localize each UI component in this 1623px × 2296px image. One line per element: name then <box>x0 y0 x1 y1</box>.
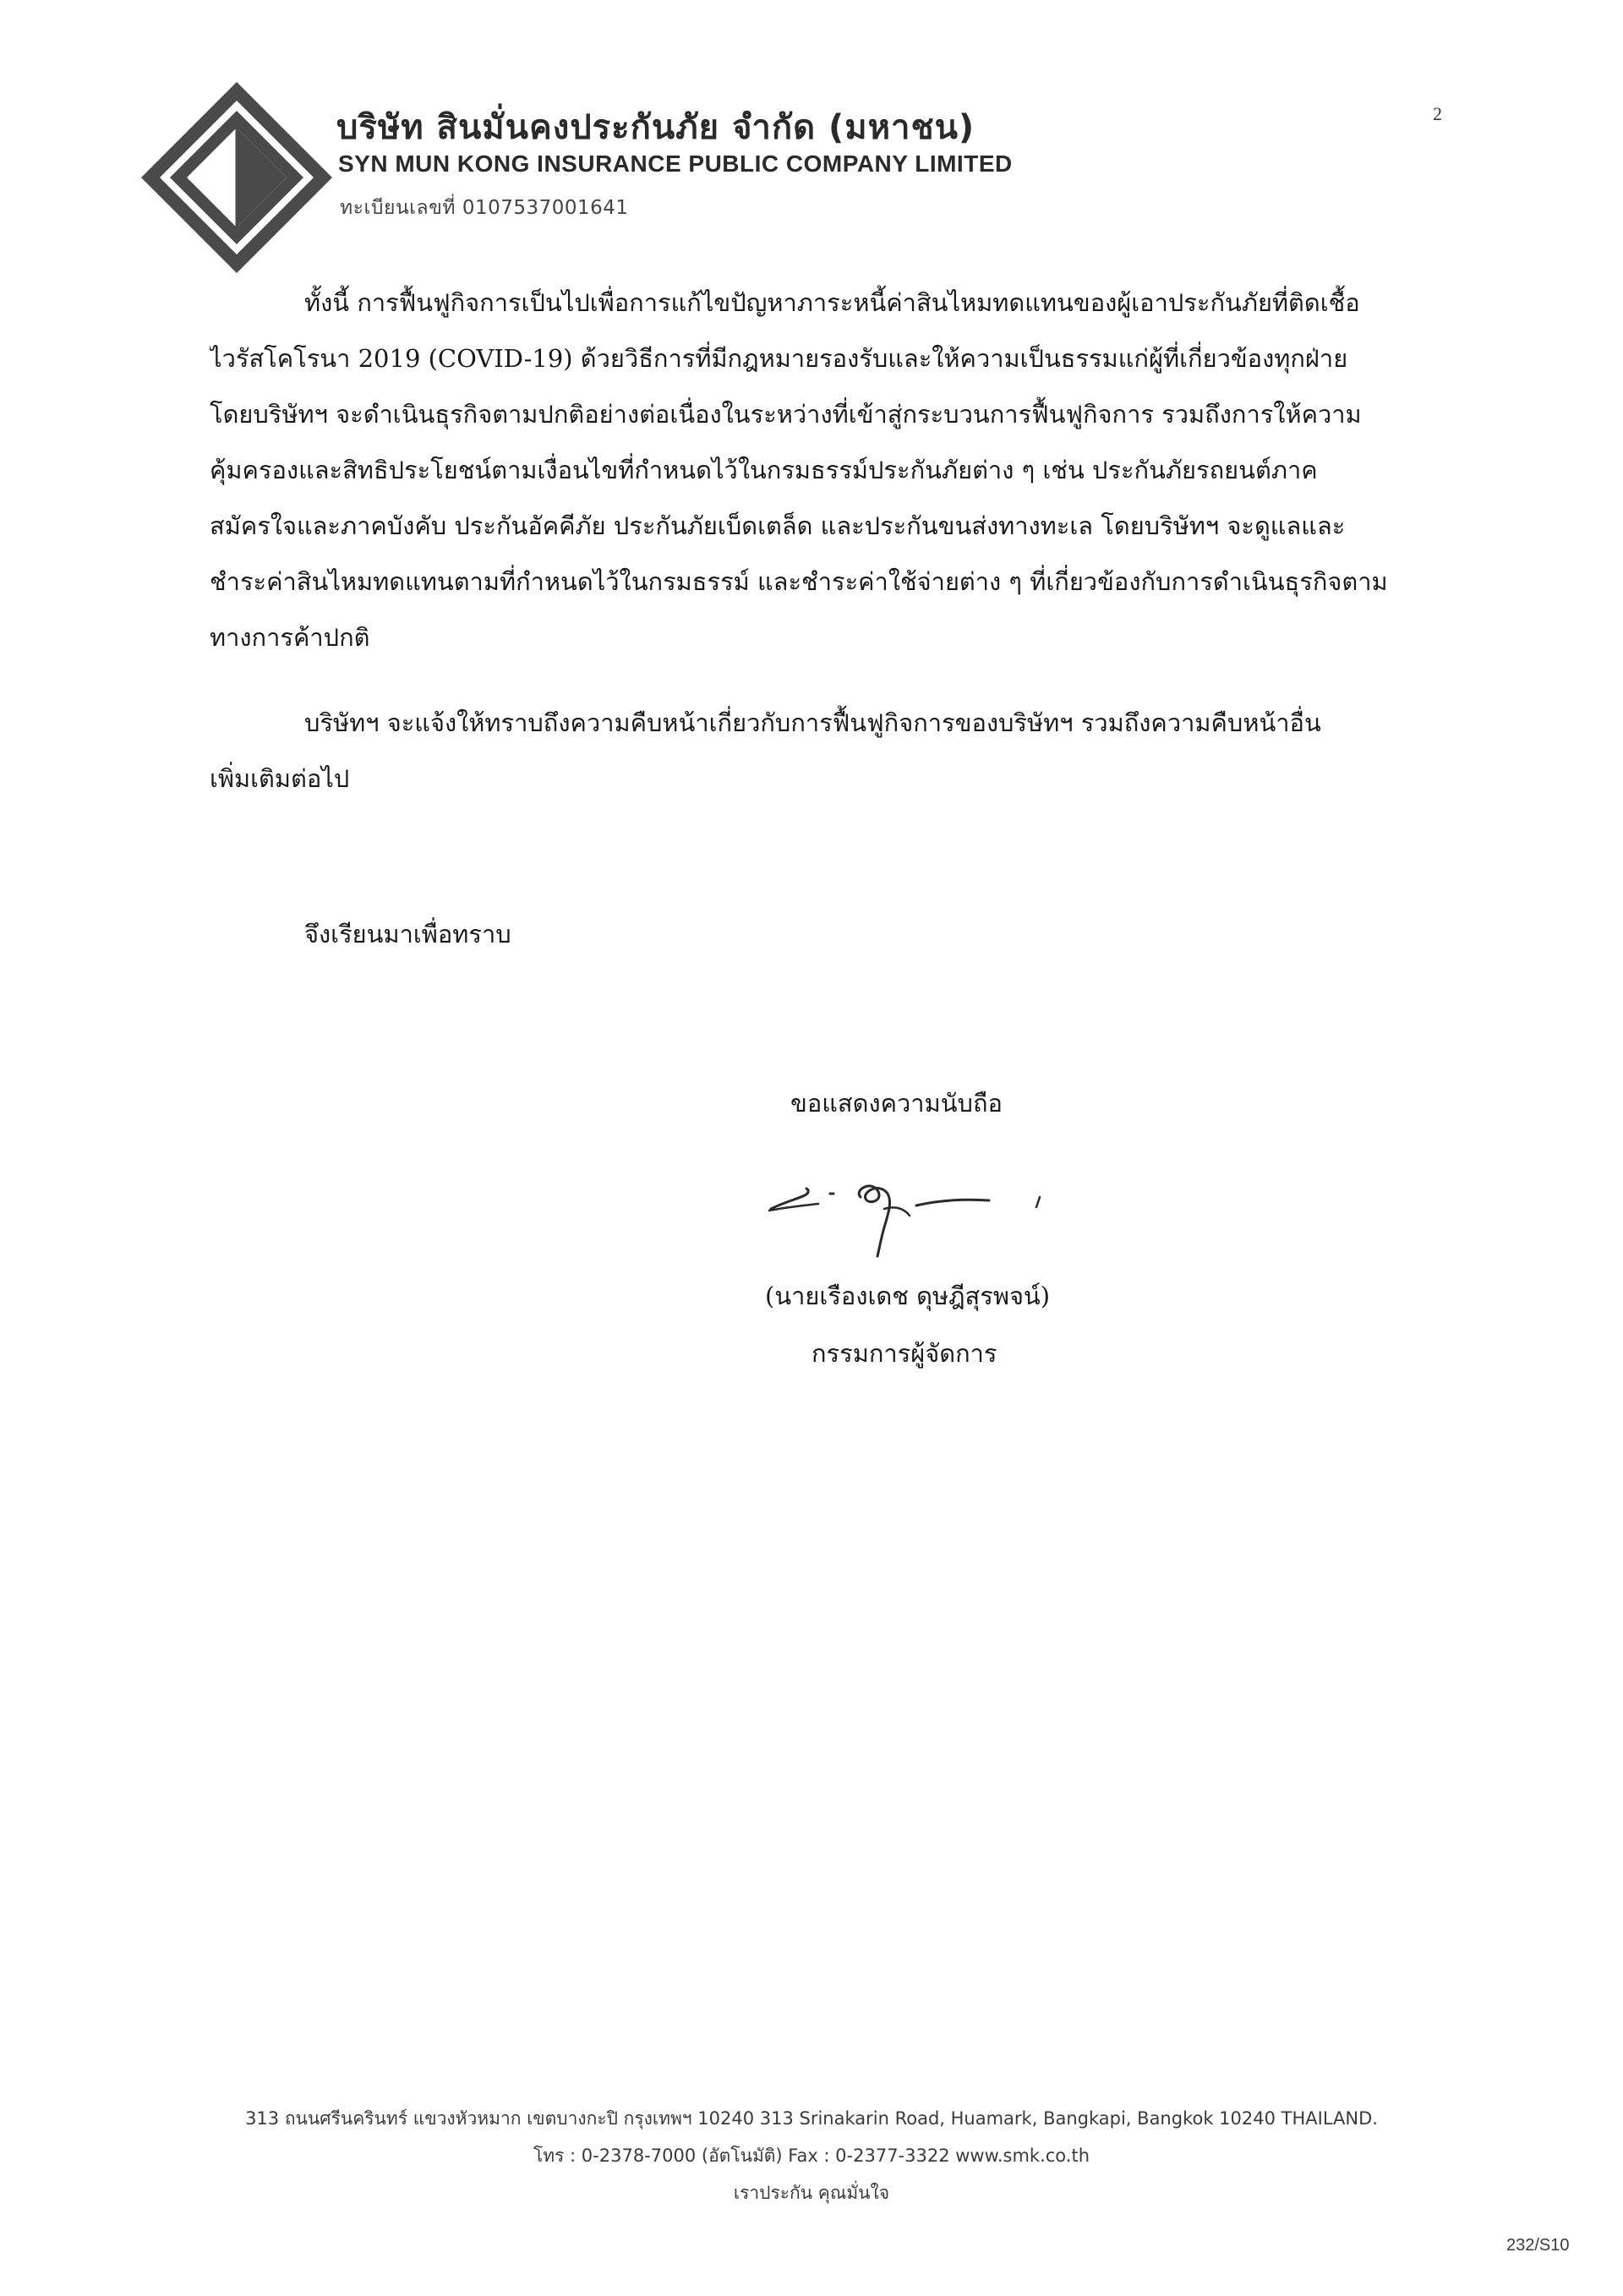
body-paragraph-2 <box>210 695 1444 806</box>
page-number: 2 <box>1433 103 1442 124</box>
footer-slogan: เราประกัน คุณมั่นใจ <box>733 2183 890 2203</box>
diamond-logo-icon <box>139 80 334 275</box>
signer-name: (นายเรืองเดช ดุษฎีสุรพจน์) <box>765 1282 1051 1310</box>
paragraph-line: เพิ่มเติมต่อไป <box>210 764 350 793</box>
company-name-thai: บริษัท สินมั่นคงประกันภัย จำกัด (มหาชน) <box>336 108 975 147</box>
paragraph-line: โดยบริษัทฯ จะดำเนินธุรกิจตามปกติอย่างต่อเนื่องในระหว่างที่เข้าสู่กระบวนการฟื้นฟูกิจการ รวมถึงการให้ความ <box>210 400 1362 429</box>
footer-address: 313 ถนนศรีนครินทร์ แขวงหัวหมาก เขตบางกะปิ กรุงเทพฯ 10240 313 Srinakarin Road, Huamark, Bangkapi, Bangkok 10240 THAILAND. <box>245 2108 1378 2129</box>
paragraph-line: ไวรัสโคโรนา 2019 (COVID-19) ด้วยวิธีการที่มีกฎหมายรองรับและให้ความเป็นธรรมแก่ผู้ที่เกี่ยวข้องทุกฝ่าย <box>210 344 1348 373</box>
signer-title: กรรมการผู้จัดการ <box>812 1339 997 1368</box>
footer-contact: โทร : 0-2378-7000 (อัตโนมัติ) Fax : 0-2377-3322 www.smk.co.th <box>533 2146 1090 2166</box>
closing-line: จึงเรียนมาเพื่อทราบ <box>304 920 511 948</box>
form-code: 232/S10 <box>1506 2236 1570 2255</box>
body-paragraph-1 <box>210 275 1444 665</box>
paragraph-line: บริษัทฯ จะแจ้งให้ทราบถึงความคืบหน้าเกี่ยวกับการฟื้นฟูกิจการของบริษัทฯ รวมถึงความคืบหน้าอื่น <box>304 708 1321 737</box>
paragraph-line: ทางการค้าปกติ <box>210 623 370 652</box>
signature-image <box>761 1156 1065 1266</box>
paragraph-line: สมัครใจและภาคบังคับ ประกันอัคคีภัย ประกันภัยเบ็ดเตล็ด และประกันขนส่งทางทะเล โดยบริษัทฯ จะดูแลและ <box>210 511 1346 540</box>
registration-number: ทะเบียนเลขที่ 0107537001641 <box>340 197 629 219</box>
paragraph-line: ทั้งนี้ การฟื้นฟูกิจการเป็นไปเพื่อการแก้ไขปัญหาภาระหนี้ค่าสินไหมทดแทนของผู้เอาประกันภัยที่ติดเชื้อ <box>304 288 1360 317</box>
paragraph-line: คุ้มครองและสิทธิประโยชน์ตามเงื่อนไขที่กำหนดไว้ในกรมธรรม์ประกันภัยต่าง ๆ เช่น ประกันภัยรถยนต์ภาค <box>210 456 1318 484</box>
company-name-english: SYN MUN KONG INSURANCE PUBLIC COMPANY LIMITED <box>338 150 1013 177</box>
paragraph-line: ชำระค่าสินไหมทดแทนตามที่กำหนดไว้ในกรมธรรม์ และชำระค่าใช้จ่ายต่าง ๆ ที่เกี่ยวข้องกับการดำเนินธุรกิจตาม <box>210 567 1388 596</box>
regards-line: ขอแสดงความนับถือ <box>790 1089 1003 1118</box>
